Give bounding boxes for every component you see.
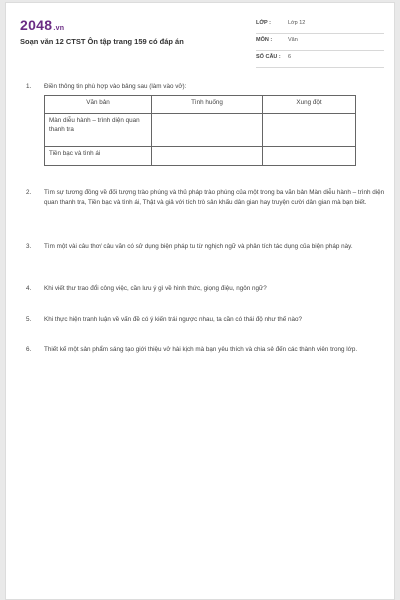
table-row bbox=[45, 147, 356, 166]
info-key: LỚP : bbox=[256, 20, 271, 26]
table-cell bbox=[263, 114, 356, 147]
table-cell: Tiền bạc và tình ái bbox=[45, 147, 152, 166]
info-row-subject bbox=[256, 36, 384, 51]
question-text: Khi thực hiện tranh luận về vấn đề có ý kiến trái ngược nhau, ta cần có thái độ như thế nào? bbox=[44, 316, 302, 323]
info-row-class bbox=[256, 19, 384, 34]
question-4 bbox=[26, 284, 386, 294]
table-cell bbox=[152, 114, 263, 147]
question-text: Tìm một vài câu thơ/ câu văn có sử dụng biện pháp tu từ nghịch ngữ và phân tích tác dụng của biện pháp này. bbox=[44, 243, 353, 250]
question-6 bbox=[26, 345, 386, 355]
info-key: SỐ CÂU : bbox=[256, 54, 281, 60]
info-box bbox=[256, 19, 384, 70]
table-header: Văn bản bbox=[45, 96, 152, 114]
question-2 bbox=[26, 188, 386, 208]
fill-in-table bbox=[44, 95, 356, 166]
table-header-row bbox=[45, 96, 356, 114]
table-header: Tình huống bbox=[152, 96, 263, 114]
table-cell: Màn diễu hành – trình diện quan thanh tra bbox=[45, 114, 152, 147]
question-number: 6. bbox=[26, 346, 32, 353]
site-logo[interactable] bbox=[20, 17, 64, 33]
question-5 bbox=[26, 315, 386, 325]
table-header: Xung đột bbox=[263, 96, 356, 114]
table-cell bbox=[152, 147, 263, 166]
table-cell bbox=[263, 147, 356, 166]
logo-suffix: .vn bbox=[53, 25, 65, 32]
info-value: Lớp 12 bbox=[288, 20, 306, 26]
question-number: 4. bbox=[26, 285, 32, 292]
logo-main: 2048 bbox=[20, 17, 53, 33]
question-text: Tìm sự tương đồng về đối tượng trào phúng và thủ pháp trào phúng của một trong ba văn bản Màn diễu hành – trình diện quan thanh tra, Tiền bạc và tình ái, Thật và giả với tích trò sân khấu dân gian hay truyện cười dân gian mà bạn biết. bbox=[44, 189, 385, 206]
question-number: 2. bbox=[26, 189, 32, 196]
info-value: 6 bbox=[288, 54, 292, 60]
info-value: Văn bbox=[288, 37, 298, 43]
question-1 bbox=[26, 82, 386, 92]
document-title: Soạn văn 12 CTST Ôn tập trang 159 có đáp án bbox=[20, 37, 184, 46]
table-row bbox=[45, 114, 356, 147]
info-key: MÔN : bbox=[256, 37, 273, 43]
document-page bbox=[5, 2, 395, 600]
question-text: Thiết kế một sản phẩm sáng tạo giới thiệu vở hài kịch mà bạn yêu thích và chia sẻ đến các thành viên trong lớp. bbox=[44, 346, 358, 353]
question-number: 3. bbox=[26, 243, 32, 250]
question-text: Điền thông tin phù hợp vào bảng sau (làm vào vở): bbox=[44, 83, 187, 90]
info-row-question-count bbox=[256, 53, 384, 68]
question-3 bbox=[26, 242, 386, 252]
question-number: 5. bbox=[26, 316, 32, 323]
question-number: 1. bbox=[26, 83, 32, 90]
question-text: Khi viết thư trao đổi công việc, cần lưu ý gì về hình thức, giọng điệu, ngôn ngữ? bbox=[44, 285, 267, 292]
